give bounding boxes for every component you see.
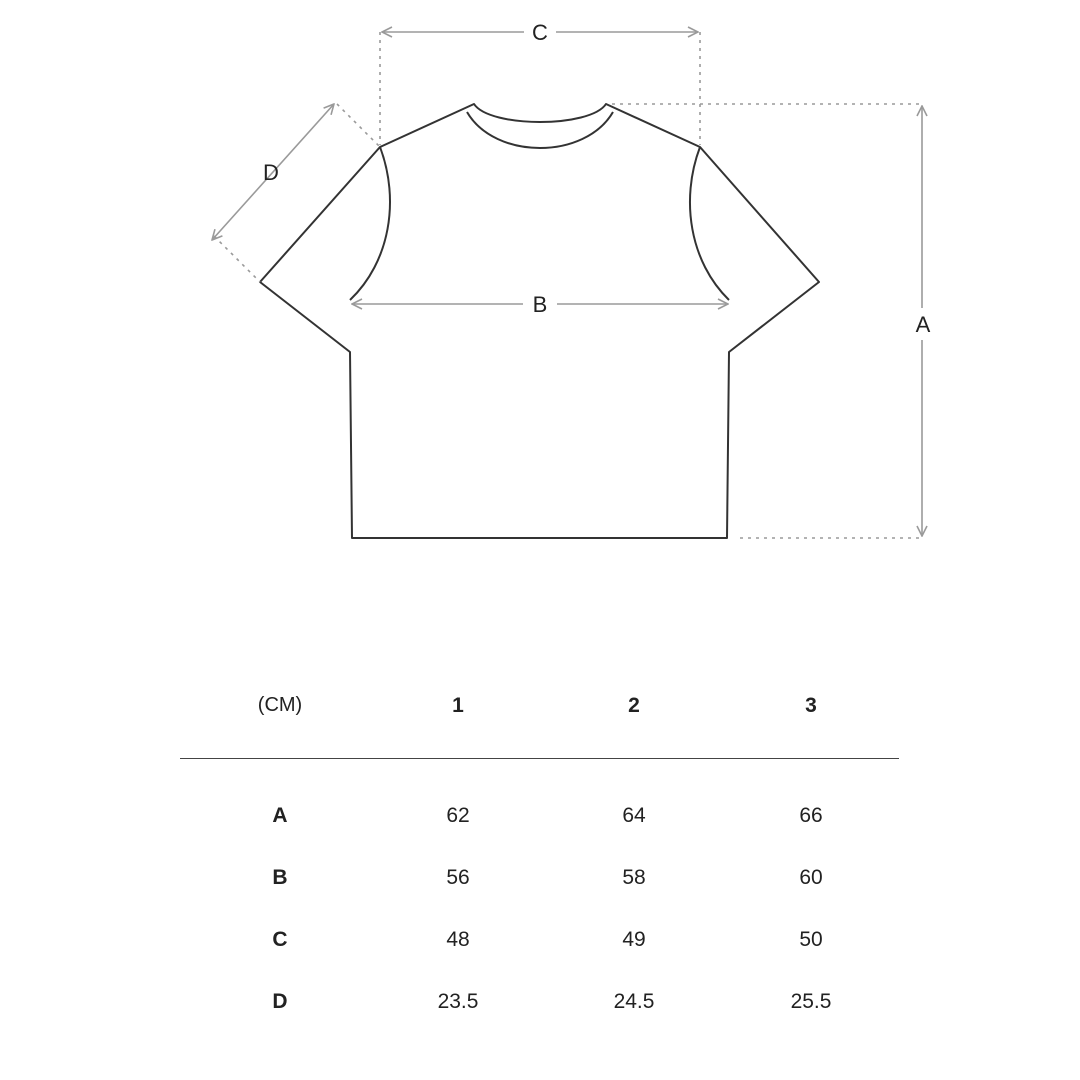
table-cell: 60: [799, 866, 823, 889]
table-cell: 64: [622, 804, 646, 827]
tshirt-collar: [467, 112, 613, 148]
table-cell: 48: [446, 928, 470, 951]
left-armhole-seam: [350, 147, 390, 300]
dimension-b: [352, 290, 728, 318]
header-divider: [180, 758, 899, 759]
table-cell: 58: [622, 866, 646, 889]
table-cell: 23.5: [437, 990, 479, 1013]
row-label-a: A: [272, 804, 288, 827]
tshirt-body: [260, 104, 819, 538]
dimension-d-label: D: [263, 160, 279, 185]
table-cell: 56: [446, 866, 470, 889]
dimension-c: [382, 18, 698, 46]
dimension-a-label: A: [915, 312, 931, 337]
row-label-b: B: [272, 866, 288, 889]
size-table: [0, 660, 1080, 1040]
right-armhole-seam: [690, 147, 729, 300]
dimension-a: [908, 106, 936, 536]
table-cell: 66: [799, 804, 823, 827]
dimension-c-label: C: [532, 20, 548, 45]
row-label-c: C: [272, 928, 288, 951]
unit-header: (CM): [257, 694, 303, 716]
table-cell: 49: [622, 928, 646, 951]
table-cell: 62: [446, 804, 470, 827]
size-header-3: 3: [805, 694, 817, 717]
dimension-b-label: B: [532, 292, 548, 317]
size-header-2: 2: [628, 694, 640, 717]
table-cell: 50: [799, 928, 823, 951]
table-cell: 25.5: [790, 990, 832, 1013]
table-cell: 24.5: [613, 990, 655, 1013]
tshirt-outline: [260, 104, 819, 538]
row-label-d: D: [272, 990, 288, 1013]
size-header-1: 1: [452, 694, 464, 717]
